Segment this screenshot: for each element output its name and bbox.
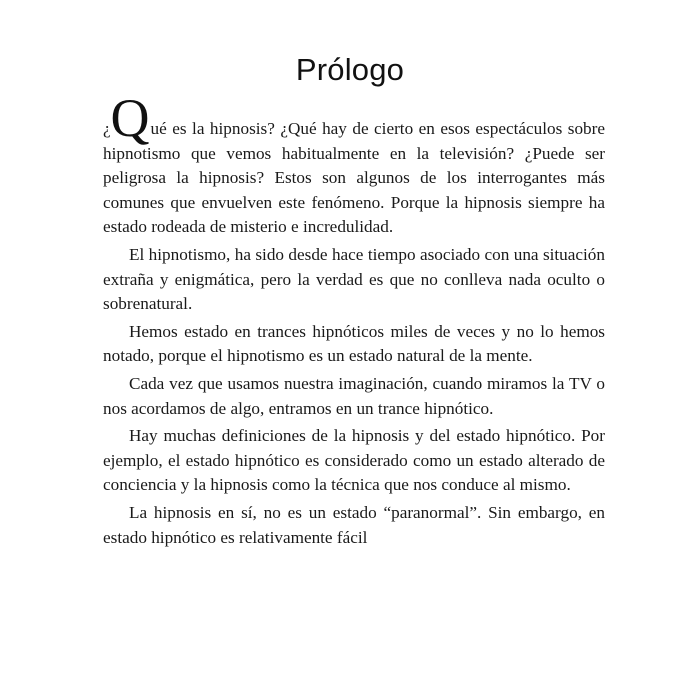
paragraph-1-text: ué es la hipnosis? ¿Qué hay de cierto en esos espectáculos sobre hipnotismo que vemos habitualmente en la televisión? ¿Puede ser peligrosa la hipnosis? Estos son algunos de los interrogantes más comunes que envuelven este fenómeno. Porque la hipnosis siempre ha estado rodeada de misterio e incredulidad.: [103, 119, 605, 237]
paragraph-5: Hay muchas definiciones de la hipnosis y del estado hipnótico. Por ejemplo, el estado hipnótico es considerado como un estado alterado de conciencia y la hipnosis como la técnica que nos conduce al mismo.: [103, 426, 605, 495]
opening-question-mark: ¿: [103, 119, 111, 138]
paragraph-3: Hemos estado en trances hipnóticos miles de veces y no lo hemos notado, porque el hipnotismo es un estado natural de la mente.: [103, 321, 605, 366]
drop-cap-letter: Q: [110, 88, 150, 148]
paragraph-2: El hipnotismo, ha sido desde hace tiempo asociado con una situación extraña y enigmática, pero la verdad es que no conlleva nada oculto o sobrenatural.: [103, 244, 605, 314]
paragraph-4: Cada vez que usamos nuestra imaginación, cuando miramos la TV o nos acordamos de algo, entramos en un trance hipnótico.: [103, 373, 605, 418]
prologue-text: [103, 88, 605, 553]
page-title: Prólogo: [295, 52, 405, 87]
paragraph-1: [103, 88, 605, 240]
paragraph-6: La hipnosis en sí, no es un estado “paranormal”. Sin embargo, en estado hipnótico es relativamente fácil: [103, 502, 605, 547]
